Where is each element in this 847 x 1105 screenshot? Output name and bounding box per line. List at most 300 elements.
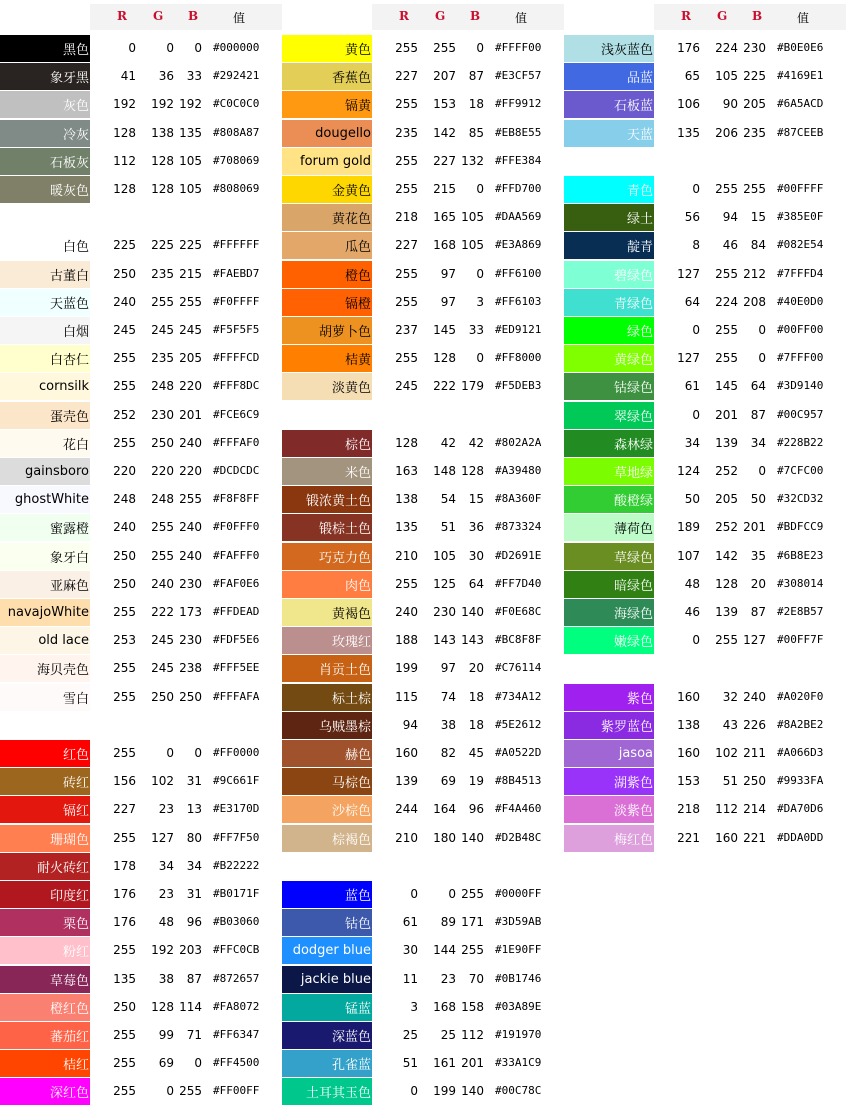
blue-value: 255 (461, 943, 484, 958)
blue-value: 173 (179, 605, 202, 619)
green-value: 145 (715, 379, 738, 394)
color-row (0, 232, 282, 259)
green-value: 192 (151, 97, 174, 112)
blue-value: 230 (179, 576, 202, 591)
hex-value: #BC8F8F (495, 633, 542, 647)
blue-value: 0 (758, 351, 766, 366)
red-value: 227 (113, 802, 136, 817)
color-swatch (0, 148, 90, 175)
green-value: 69 (440, 774, 456, 789)
color-swatch (0, 289, 90, 316)
color-row (282, 1022, 564, 1049)
red-value: 139 (395, 774, 418, 789)
color-swatch (564, 402, 654, 429)
red-value: 255 (113, 379, 136, 394)
green-value: 220 (151, 464, 174, 478)
color-row (282, 204, 564, 231)
red-value: 176 (677, 41, 700, 55)
color-name: 象牙白 (49, 550, 89, 566)
color-row (564, 599, 846, 626)
red-value: 34 (684, 435, 700, 450)
blue-value: 225 (743, 69, 766, 84)
hex-value: #B22222 (213, 858, 260, 872)
blue-value: 225 (179, 238, 202, 253)
color-name: 橙色 (344, 268, 371, 284)
color-name: 碧绿色 (613, 268, 653, 284)
color-row (0, 486, 282, 513)
color-row (282, 712, 564, 739)
blue-value: 18 (468, 97, 484, 112)
hex-value: #F0FFF0 (213, 520, 260, 534)
blue-value: 96 (186, 915, 202, 930)
blue-value: 0 (758, 464, 766, 478)
color-name: 蓝色 (344, 889, 371, 904)
blue-value: 33 (186, 69, 202, 84)
color-swatch (282, 458, 372, 485)
color-row (0, 655, 282, 682)
red-value: 135 (113, 971, 136, 986)
color-swatch (282, 232, 372, 259)
color-swatch (0, 655, 90, 682)
red-value: 255 (113, 435, 136, 450)
blue-value: 240 (179, 548, 202, 563)
blue-value: 255 (743, 182, 766, 196)
red-value: 210 (395, 830, 418, 845)
red-value: 255 (395, 351, 418, 366)
color-name: 红色 (62, 748, 89, 763)
red-value: 210 (395, 548, 418, 563)
color-swatch (0, 402, 90, 429)
color-name: 白烟 (62, 325, 89, 340)
color-row (282, 373, 564, 400)
color-name: 草莓色 (49, 973, 89, 989)
color-swatch (564, 825, 654, 852)
hex-value: #C0C0C0 (213, 97, 260, 111)
red-value: 255 (113, 943, 136, 958)
color-row (564, 120, 846, 147)
color-row (0, 599, 282, 626)
color-name: 紫色 (626, 691, 653, 707)
red-value: 0 (128, 41, 136, 55)
color-swatch (0, 1050, 90, 1077)
color-row (0, 176, 282, 203)
color-row (564, 768, 846, 795)
color-row (564, 684, 846, 711)
color-name: 锰蓝 (344, 1001, 371, 1017)
hex-value: #3D59AB (495, 915, 542, 929)
color-name: 草绿色 (613, 550, 653, 566)
green-value: 255 (151, 520, 174, 535)
blue-value: 20 (750, 576, 766, 591)
color-row (282, 627, 564, 654)
blue-value: 15 (750, 210, 766, 225)
color-swatch (282, 881, 372, 908)
green-value: 23 (158, 887, 174, 901)
green-value: 201 (715, 407, 738, 422)
color-row (564, 261, 846, 288)
red-value: 250 (113, 999, 136, 1014)
blue-value: 128 (461, 464, 484, 478)
hex-value: #FF6347 (213, 1028, 260, 1041)
blue-value: 240 (743, 689, 766, 704)
color-swatch (564, 768, 654, 795)
color-name: gainsboro (24, 464, 89, 479)
color-row (564, 402, 846, 429)
color-swatch (564, 684, 654, 711)
color-name: 棕色 (344, 437, 371, 453)
red-value: 250 (113, 266, 136, 281)
green-value: 250 (151, 689, 174, 704)
color-row (282, 571, 564, 598)
column-header (0, 4, 282, 30)
color-swatch (564, 571, 654, 598)
green-value: 143 (433, 633, 456, 648)
green-value: 138 (151, 125, 174, 140)
color-name: 海贝壳色 (36, 663, 89, 679)
hex-value: #FFFFCD (213, 351, 260, 365)
green-value: 250 (151, 435, 174, 450)
blue-value: 140 (461, 1084, 484, 1099)
blue-value: 255 (179, 1084, 202, 1099)
red-value: 160 (395, 746, 418, 760)
color-name: 乌贼墨棕 (318, 719, 371, 735)
color-name: 耐火砖红 (36, 860, 89, 876)
blue-value: 0 (476, 351, 484, 366)
red-value: 176 (113, 887, 136, 901)
blue-value: 64 (468, 576, 484, 591)
color-swatch (282, 543, 372, 570)
hex-value: #A39480 (495, 464, 542, 477)
color-swatch (0, 1078, 90, 1105)
green-value: 25 (440, 1028, 456, 1042)
color-name: 镉黄 (344, 99, 371, 115)
red-value: 135 (677, 125, 700, 140)
red-value: 0 (692, 323, 700, 337)
color-name: 印度红 (49, 889, 89, 904)
color-name: 蕃茄红 (49, 1030, 89, 1045)
hex-value: #FAFFF0 (213, 548, 260, 562)
color-row (282, 655, 564, 682)
green-value: 128 (715, 576, 738, 591)
blue-value: 18 (468, 689, 484, 704)
red-value: 112 (113, 153, 136, 168)
color-name: 瓜色 (344, 240, 371, 256)
green-value: 112 (715, 802, 738, 817)
color-swatch (282, 1078, 372, 1105)
color-name: 镉红 (62, 804, 89, 820)
color-name: 花白 (62, 437, 89, 453)
red-value: 65 (684, 69, 700, 84)
hex-value: #00FFFF (777, 182, 824, 195)
color-name: 香蕉色 (331, 71, 371, 87)
hex-value: #191970 (495, 1028, 542, 1041)
red-value: 255 (395, 41, 418, 55)
color-row (282, 1050, 564, 1077)
blue-value: 105 (179, 153, 202, 168)
color-name: 酸橙绿 (613, 494, 653, 510)
green-value: 128 (151, 182, 174, 196)
green-value: 74 (440, 689, 456, 704)
green-value: 161 (433, 1056, 456, 1071)
color-swatch (282, 571, 372, 598)
color-row (564, 91, 846, 118)
color-row (564, 712, 846, 739)
color-name: 锻棕土色 (318, 522, 371, 538)
color-row (564, 232, 846, 259)
blue-value: 250 (743, 774, 766, 789)
color-swatch (0, 966, 90, 993)
color-swatch (282, 91, 372, 118)
color-row (0, 937, 282, 964)
green-value: 127 (151, 830, 174, 845)
blue-value: 85 (468, 125, 484, 140)
green-value: 51 (722, 774, 738, 789)
green-value: 128 (151, 153, 174, 168)
color-swatch (564, 204, 654, 231)
green-value: 36 (158, 69, 174, 84)
hex-value: #FF7D40 (495, 576, 542, 590)
blue-value: 64 (750, 379, 766, 394)
color-swatch (0, 684, 90, 711)
blue-value: 255 (461, 887, 484, 901)
blue-value: 205 (179, 351, 202, 366)
header-b: B (470, 9, 481, 23)
blue-value: 201 (179, 407, 202, 422)
color-swatch (0, 317, 90, 344)
hex-value: #FDF5E6 (213, 633, 260, 647)
color-row (0, 796, 282, 823)
hex-value: #6B8E23 (777, 548, 824, 562)
color-row (0, 345, 282, 372)
hex-value: #F5DEB3 (495, 379, 542, 393)
color-name: forum gold (300, 153, 371, 169)
color-row (282, 514, 564, 541)
blue-value: 19 (468, 774, 484, 789)
red-value: 3 (410, 999, 418, 1014)
hex-value: #802A2A (495, 435, 542, 449)
color-name: 暗绿色 (613, 578, 653, 594)
red-value: 138 (395, 492, 418, 507)
color-row (0, 768, 282, 795)
red-value: 255 (113, 1084, 136, 1099)
blue-value: 45 (468, 746, 484, 760)
hex-value: #A066D3 (777, 746, 824, 759)
hex-value: #8A2BE2 (777, 717, 824, 731)
color-row (0, 402, 282, 429)
color-name: 绿色 (626, 325, 653, 340)
color-row (0, 373, 282, 400)
green-value: 99 (158, 1028, 174, 1042)
color-swatch (0, 937, 90, 964)
blue-value: 114 (179, 999, 202, 1014)
red-value: 0 (410, 1084, 418, 1099)
hex-value: #FFFAFA (213, 689, 260, 703)
hex-value: #082E54 (777, 238, 824, 252)
blue-value: 0 (194, 746, 202, 760)
hex-value: #C76114 (495, 661, 542, 675)
hex-value: #FAEBD7 (213, 266, 260, 280)
color-row (564, 458, 846, 485)
hex-value: #DAA569 (495, 210, 542, 224)
hex-value: #B03060 (213, 915, 260, 929)
blue-value: 31 (186, 887, 202, 901)
color-row (282, 881, 564, 908)
green-value: 215 (433, 182, 456, 196)
color-name: 砖红 (62, 776, 89, 792)
color-row (564, 204, 846, 231)
green-value: 248 (151, 379, 174, 394)
blue-value: 245 (179, 323, 202, 337)
color-name: jackie blue (300, 971, 371, 987)
color-swatch (564, 120, 654, 147)
color-swatch (0, 91, 90, 118)
color-name: dougello (315, 125, 371, 141)
green-value: 128 (151, 999, 174, 1014)
hex-value: #B0E0E6 (777, 41, 824, 54)
blue-value: 158 (461, 999, 484, 1014)
color-swatch (564, 373, 654, 400)
red-value: 176 (113, 915, 136, 930)
red-value: 227 (395, 69, 418, 84)
red-value: 0 (410, 887, 418, 901)
red-value: 245 (395, 379, 418, 394)
red-value: 253 (113, 633, 136, 648)
red-value: 255 (113, 1028, 136, 1042)
red-value: 8 (692, 238, 700, 253)
color-name: 石板蓝 (613, 99, 653, 115)
blue-value: 0 (758, 323, 766, 337)
blue-value: 80 (186, 830, 202, 845)
color-swatch (282, 120, 372, 147)
color-name: 珊瑚色 (49, 832, 89, 848)
blue-value: 42 (468, 435, 484, 450)
color-name: 深蓝色 (331, 1030, 371, 1045)
green-value: 255 (715, 323, 738, 337)
hex-value: #FAF0E6 (213, 576, 260, 590)
blue-value: 87 (750, 407, 766, 422)
column-header (282, 4, 564, 30)
color-name: 石板灰 (49, 155, 89, 171)
color-swatch (282, 740, 372, 767)
green-value: 42 (440, 435, 456, 450)
color-swatch (0, 345, 90, 372)
color-row (0, 853, 282, 880)
color-name: 棕褐色 (331, 832, 371, 848)
color-name: 栗色 (62, 917, 89, 933)
hex-value: #D2691E (495, 548, 542, 562)
color-row (282, 148, 564, 175)
red-value: 124 (677, 464, 700, 478)
color-row (282, 289, 564, 316)
color-swatch (282, 261, 372, 288)
blue-value: 203 (179, 943, 202, 958)
red-value: 46 (684, 605, 700, 619)
color-swatch (0, 571, 90, 598)
hex-value: #B0171F (213, 887, 260, 900)
hex-value: #8B4513 (495, 774, 542, 788)
blue-value: 105 (179, 182, 202, 196)
green-value: 255 (151, 294, 174, 309)
color-row (0, 543, 282, 570)
blue-value: 143 (461, 633, 484, 648)
blue-value: 70 (468, 971, 484, 986)
color-swatch (0, 599, 90, 626)
blue-value: 0 (194, 1056, 202, 1071)
green-value: 245 (151, 633, 174, 648)
color-name: 天蓝色 (49, 296, 89, 312)
color-name: 亚麻色 (49, 578, 89, 594)
color-name: 巧克力色 (318, 550, 371, 566)
color-swatch (564, 740, 654, 767)
blue-value: 230 (179, 633, 202, 648)
color-swatch (0, 543, 90, 570)
red-value: 240 (113, 520, 136, 535)
red-value: 188 (395, 633, 418, 648)
color-name: 白杏仁 (49, 353, 89, 369)
green-value: 168 (433, 999, 456, 1014)
color-swatch (0, 261, 90, 288)
red-value: 255 (395, 576, 418, 591)
color-row (282, 909, 564, 936)
hex-value: #FFE384 (495, 153, 542, 167)
color-swatch (0, 909, 90, 936)
red-value: 160 (677, 746, 700, 760)
green-value: 102 (715, 746, 738, 760)
red-value: 227 (395, 238, 418, 253)
red-value: 107 (677, 548, 700, 563)
green-value: 192 (151, 943, 174, 958)
blue-value: 87 (186, 971, 202, 986)
color-swatch (282, 1022, 372, 1049)
hex-value: #FFFF00 (495, 41, 542, 54)
color-swatch (282, 627, 372, 654)
color-row (564, 514, 846, 541)
hex-value: #F4A460 (495, 802, 542, 816)
blue-value: 15 (468, 492, 484, 507)
color-row (282, 1078, 564, 1105)
color-swatch (564, 289, 654, 316)
color-swatch (564, 261, 654, 288)
color-name: cornsilk (39, 379, 89, 395)
hex-value: #32CD32 (777, 492, 824, 506)
green-value: 235 (151, 351, 174, 366)
blue-value: 84 (750, 238, 766, 253)
header-r: R (117, 9, 127, 23)
hex-value: #87CEEB (777, 125, 824, 139)
green-value: 54 (440, 492, 456, 507)
blue-value: 214 (743, 802, 766, 817)
color-name: 金黄色 (331, 184, 371, 199)
blue-value: 105 (461, 210, 484, 225)
blue-value: 220 (179, 464, 202, 478)
color-swatch (0, 768, 90, 795)
blue-value: 33 (468, 323, 484, 337)
color-swatch (282, 768, 372, 795)
color-row (0, 430, 282, 457)
blue-value: 18 (468, 717, 484, 732)
color-row (282, 740, 564, 767)
green-value: 34 (158, 858, 174, 873)
blue-value: 36 (468, 520, 484, 535)
hex-value: #FF6103 (495, 294, 542, 308)
red-value: 0 (692, 407, 700, 422)
blue-value: 235 (743, 125, 766, 140)
color-swatch (564, 796, 654, 823)
red-value: 255 (113, 351, 136, 366)
color-row (282, 35, 564, 62)
hex-value: #A020F0 (777, 689, 824, 703)
red-value: 244 (395, 802, 418, 817)
